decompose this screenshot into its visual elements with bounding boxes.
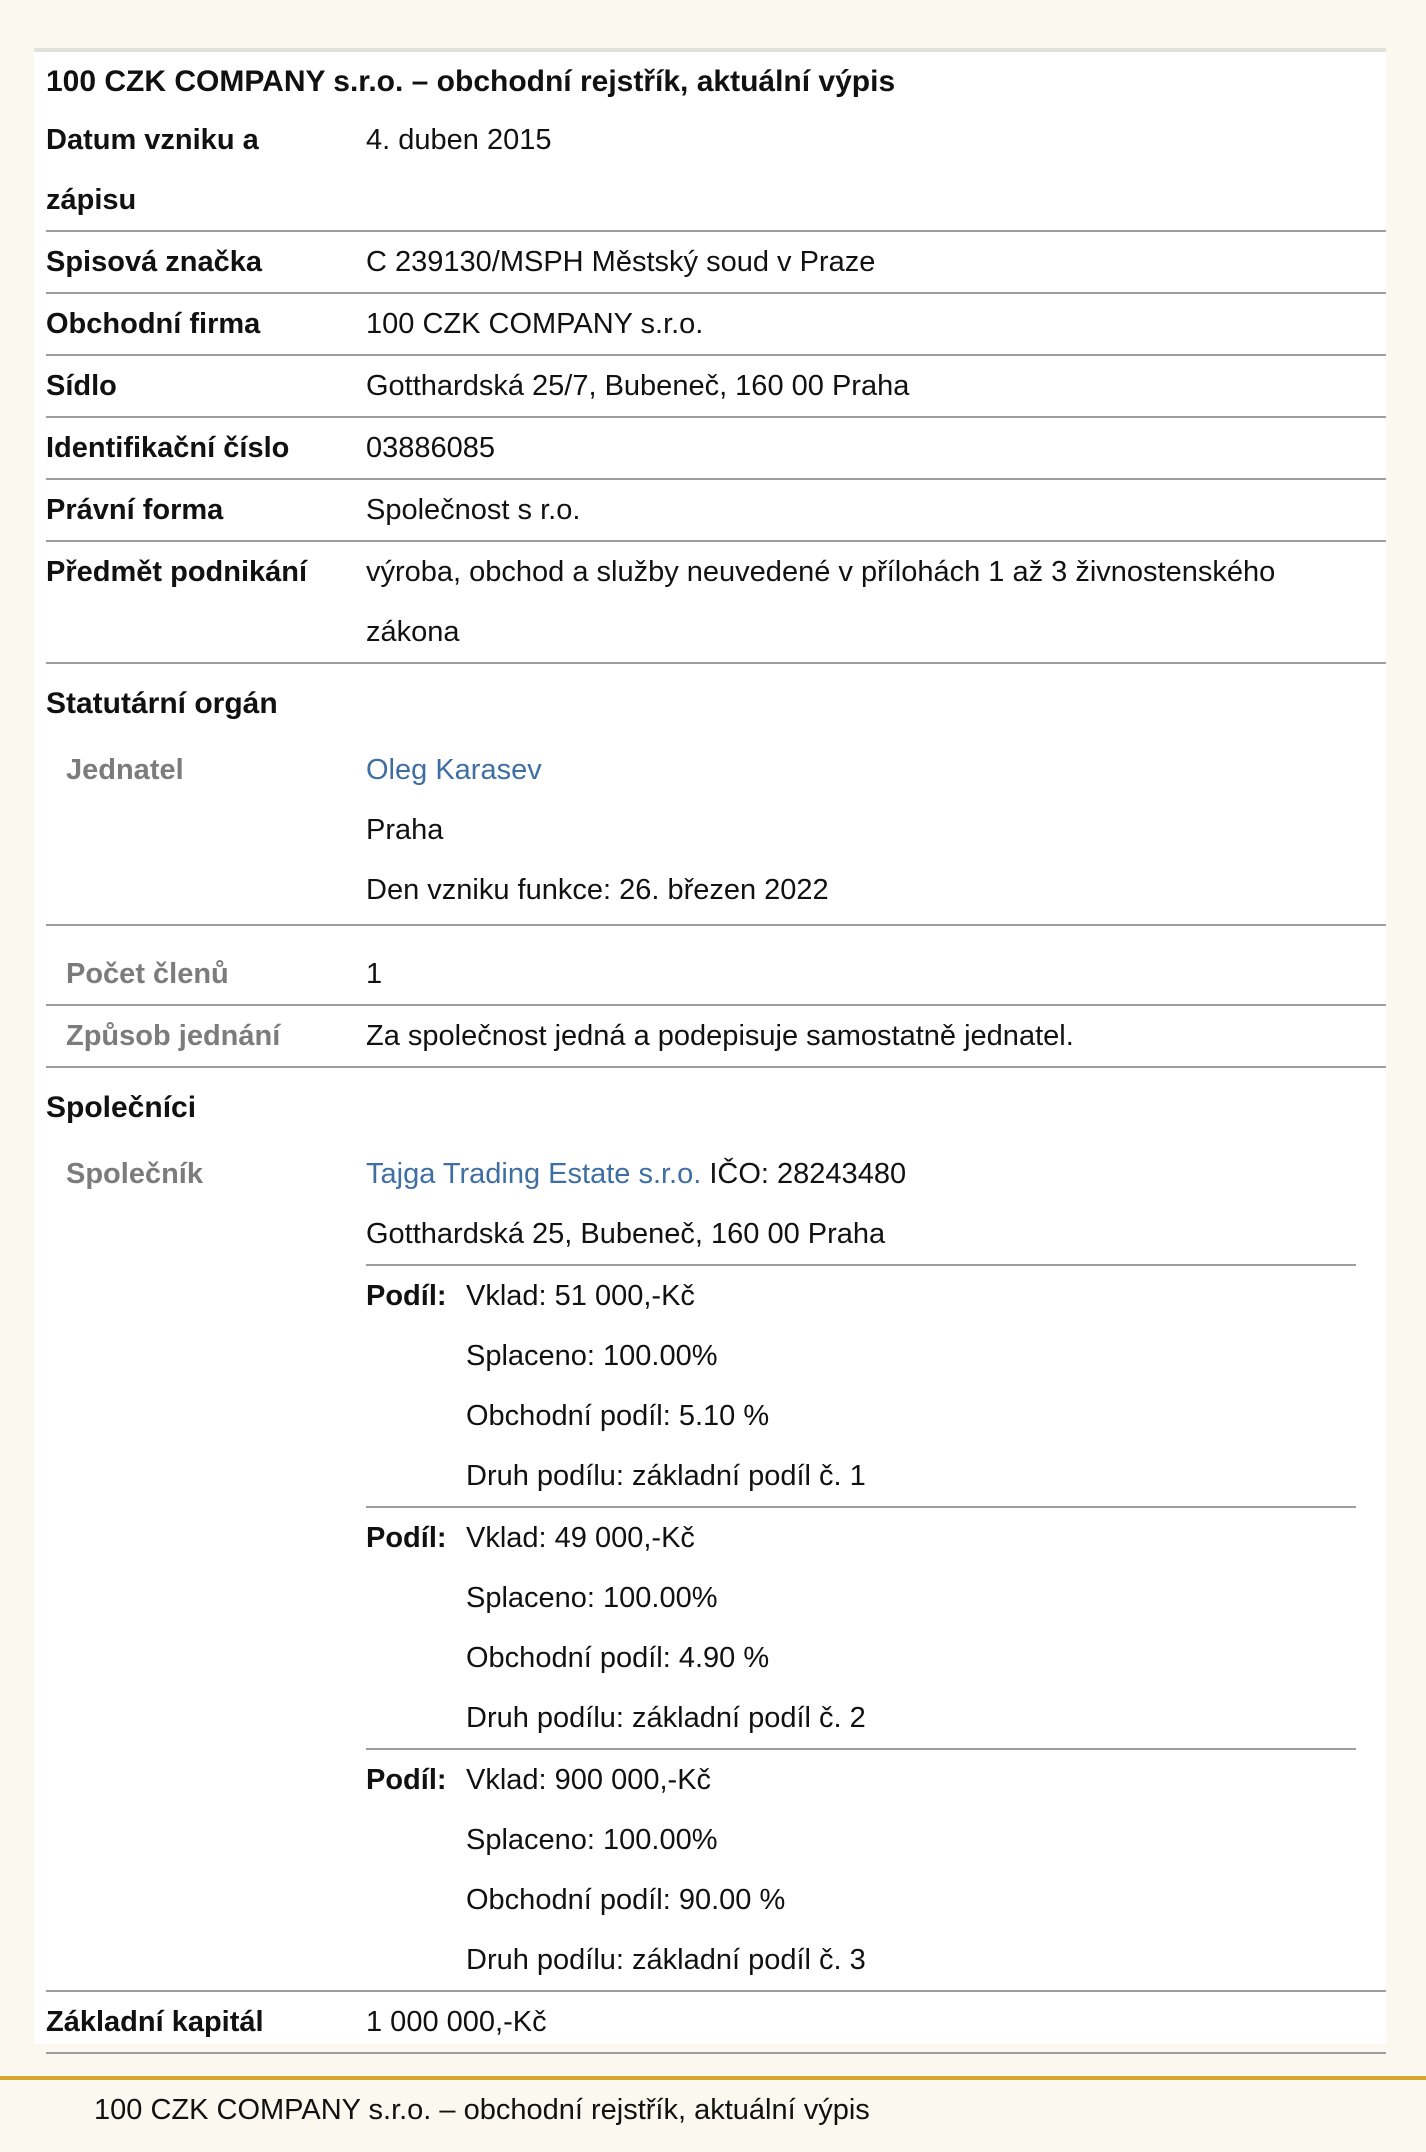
section-statutarni-organ: Statutární orgán bbox=[46, 687, 278, 720]
partner-address: Gotthardská 25, Bubeneč, 160 00 Praha bbox=[366, 1218, 886, 1250]
row-label-line: zápisu bbox=[46, 184, 137, 216]
row-value-line: výroba, obchod a služby neuvedené v přílohách 1 až 3 živnostenského bbox=[366, 556, 1276, 588]
share-druh: Druh podílu: základní podíl č. 1 bbox=[466, 1460, 866, 1492]
row-label-line: Datum vzniku a bbox=[46, 124, 259, 156]
share-label: Podíl: bbox=[366, 1280, 447, 1312]
page-title: 100 CZK COMPANY s.r.o. – obchodní rejstřík, aktuální výpis bbox=[46, 65, 896, 98]
row-value: Společnost s r.o. bbox=[366, 494, 581, 526]
share-label: Podíl: bbox=[366, 1764, 447, 1796]
row-value: C 239130/MSPH Městský soud v Praze bbox=[366, 246, 876, 278]
row-label: Identifikační číslo bbox=[46, 432, 290, 464]
share-block bbox=[366, 1748, 1356, 1990]
row-label: Předmět podnikání bbox=[46, 556, 308, 588]
row-label: Spisová značka bbox=[46, 246, 262, 278]
row-spisova-znacka bbox=[46, 232, 1386, 294]
partner-link[interactable]: Tajga Trading Estate s.r.o. bbox=[366, 1158, 702, 1190]
share-values bbox=[466, 1266, 1356, 1506]
share-label: Podíl: bbox=[366, 1522, 447, 1554]
row-label: Právní forma bbox=[46, 494, 224, 526]
row-label bbox=[46, 110, 366, 230]
register-content bbox=[46, 52, 1386, 2054]
row-value: Gotthardská 25/7, Bubeneč, 160 00 Praha bbox=[366, 370, 910, 402]
sub-label: Jednatel bbox=[66, 754, 184, 786]
row-label: Základní kapitál bbox=[46, 2006, 264, 2038]
person-city: Praha bbox=[366, 814, 444, 846]
share-vklad: Vklad: 900 000,-Kč bbox=[466, 1764, 712, 1796]
row-predmet-podnikani bbox=[46, 542, 1386, 664]
footer-title: 100 CZK COMPANY s.r.o. – obchodní rejstřík, aktuální výpis bbox=[94, 2094, 870, 2126]
share-podil: Obchodní podíl: 90.00 % bbox=[466, 1884, 786, 1916]
row-jednatel bbox=[46, 740, 1386, 926]
share-druh: Druh podílu: základní podíl č. 2 bbox=[466, 1702, 866, 1734]
share-vklad: Vklad: 51 000,-Kč bbox=[466, 1280, 695, 1312]
sub-label: Počet členů bbox=[66, 958, 229, 990]
share-block bbox=[366, 1506, 1356, 1748]
row-value: 03886085 bbox=[366, 432, 496, 464]
row-spolecnik bbox=[46, 1144, 1386, 1992]
row-zpusob-jednani bbox=[46, 1006, 1386, 1068]
row-identifikacni-cislo bbox=[46, 418, 1386, 480]
sub-label: Společník bbox=[66, 1158, 203, 1190]
footer bbox=[0, 2076, 1426, 2152]
row-value: Za společnost jedná a podepisuje samostatně jednatel. bbox=[366, 1020, 1074, 1052]
row-label: Obchodní firma bbox=[46, 308, 261, 340]
sub-label: Způsob jednání bbox=[66, 1020, 281, 1052]
row-datum-vzniku bbox=[46, 110, 1386, 232]
share-splaceno: Splaceno: 100.00% bbox=[466, 1824, 718, 1856]
partner-details bbox=[366, 1144, 1386, 1990]
partner-ico: IČO: 28243480 bbox=[709, 1158, 907, 1190]
partner-heading-line bbox=[366, 1144, 1386, 1204]
row-sidlo bbox=[46, 356, 1386, 418]
row-value bbox=[366, 542, 1386, 662]
row-value-line: zákona bbox=[366, 616, 460, 648]
share-podil: Obchodní podíl: 4.90 % bbox=[466, 1642, 770, 1674]
row-label: Sídlo bbox=[46, 370, 117, 402]
row-pravni-forma bbox=[46, 480, 1386, 542]
row-obchodni-firma bbox=[46, 294, 1386, 356]
share-values bbox=[466, 1750, 1356, 1990]
section-spolecnici: Společníci bbox=[46, 1091, 197, 1124]
share-splaceno: Splaceno: 100.00% bbox=[466, 1582, 718, 1614]
person-link[interactable]: Oleg Karasev bbox=[366, 754, 542, 786]
row-value: 100 CZK COMPANY s.r.o. bbox=[366, 308, 704, 340]
share-splaceno: Splaceno: 100.00% bbox=[466, 1340, 718, 1372]
row-value bbox=[366, 740, 1386, 920]
share-podil: Obchodní podíl: 5.10 % bbox=[466, 1400, 770, 1432]
share-values bbox=[466, 1508, 1356, 1748]
row-zakladni-kapital bbox=[46, 1992, 1386, 2054]
row-pocet-clenu bbox=[46, 926, 1386, 1006]
row-value: 1 bbox=[366, 958, 383, 990]
register-card bbox=[34, 48, 1386, 2044]
row-value-line: 4. duben 2015 bbox=[366, 124, 552, 156]
share-vklad: Vklad: 49 000,-Kč bbox=[466, 1522, 695, 1554]
person-since: Den vzniku funkce: 26. březen 2022 bbox=[366, 874, 829, 906]
share-druh: Druh podílu: základní podíl č. 3 bbox=[466, 1944, 866, 1976]
row-value: 1 000 000,-Kč bbox=[366, 2006, 547, 2038]
share-block bbox=[366, 1264, 1356, 1506]
row-value bbox=[366, 110, 1386, 230]
